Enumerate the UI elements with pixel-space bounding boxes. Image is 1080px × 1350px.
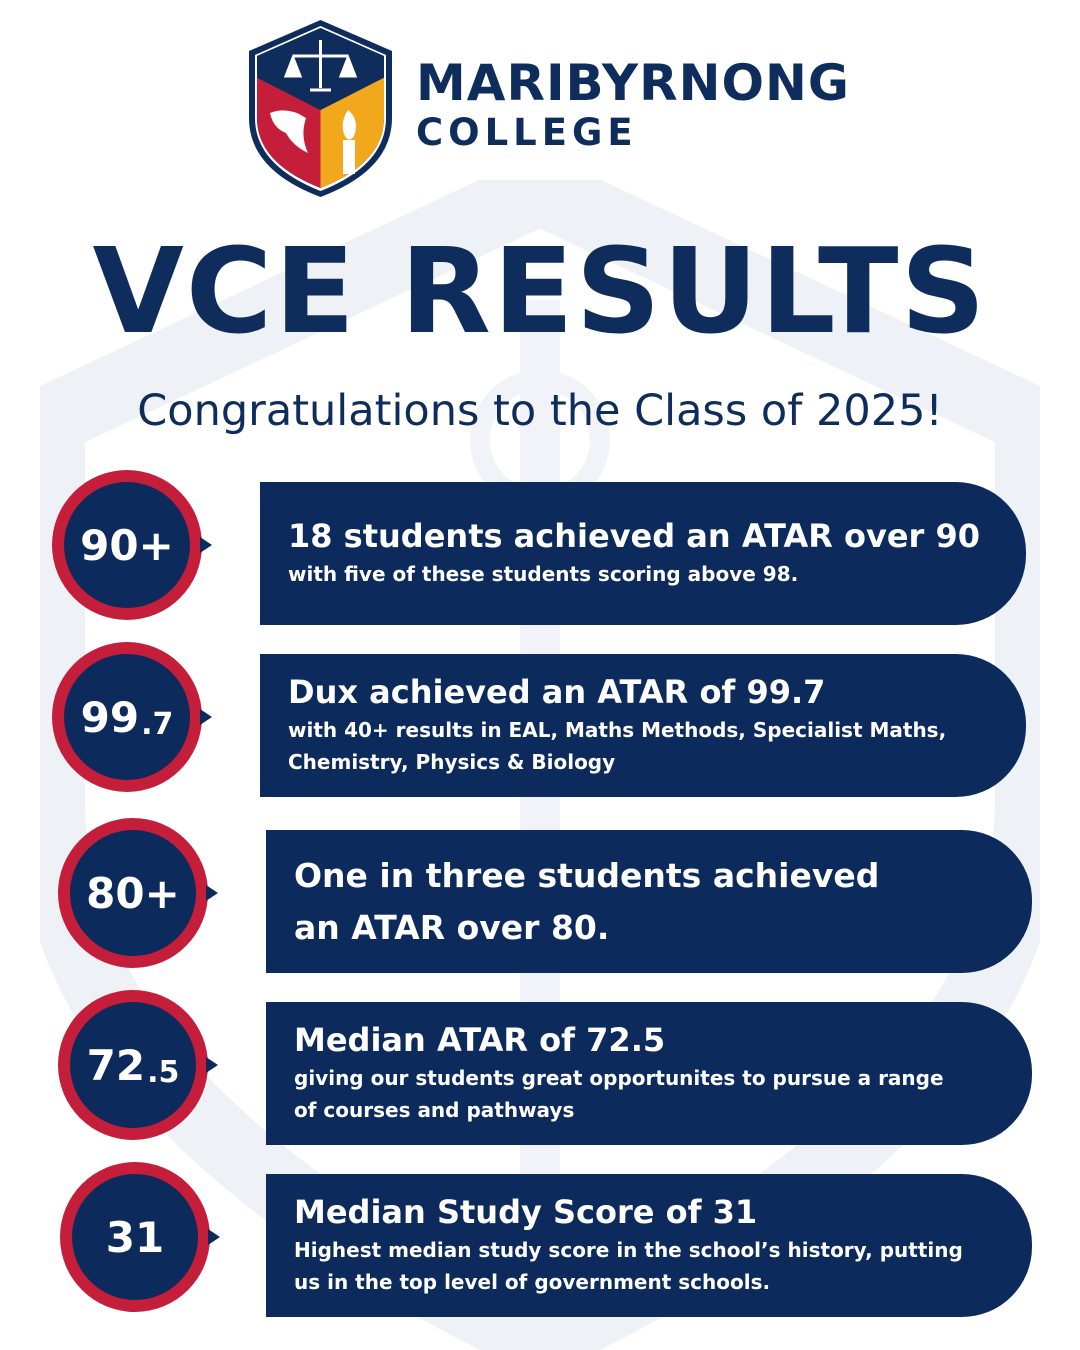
- college-logo: [248, 18, 850, 198]
- highlight-title: Median Study Score of 31: [294, 1193, 758, 1232]
- badge-value: 80+: [86, 868, 180, 918]
- highlight-detail: Highest median study score in the school’s history, putting us in the top level of government schools.: [294, 1237, 963, 1294]
- college-name-line2: COLLEGE: [416, 111, 638, 154]
- highlight-card-dux: [260, 654, 1026, 797]
- badge-value: 31: [105, 1212, 165, 1262]
- badge-pointer: [206, 885, 218, 901]
- page-subtitle: Congratulations to the Class of 2025!: [137, 386, 943, 436]
- highlight-detail: giving our students great opportunites to pursue a range of courses and pathways: [294, 1065, 944, 1122]
- highlight-title: One in three students achieved an ATAR over 80.: [294, 856, 880, 947]
- highlight-card-atar-80: [266, 830, 1032, 973]
- badge-value: 90+: [80, 520, 174, 570]
- highlight-card-median-atar: [266, 1002, 1032, 1145]
- badge-pointer: [200, 537, 212, 553]
- badge-median-atar: [58, 990, 208, 1140]
- college-wordmark: [416, 54, 850, 154]
- highlight-card-study-score: [266, 1174, 1032, 1317]
- badge-value: 99: [80, 692, 140, 742]
- badge-pointer: [200, 709, 212, 725]
- badge-dux: [52, 642, 202, 792]
- badge-value-decimal: .5: [147, 1054, 180, 1090]
- page-title: VCE RESULTS: [92, 222, 988, 360]
- highlight-title: Dux achieved an ATAR of 99.7: [288, 673, 826, 712]
- badge-atar-80: [58, 818, 208, 968]
- highlight-title: 18 students achieved an ATAR over 90: [288, 517, 980, 556]
- badge-value-decimal: .7: [141, 706, 174, 742]
- highlight-card-atar-90: [260, 482, 1026, 625]
- badge-atar-90: [52, 470, 202, 620]
- badge-study-score: [60, 1162, 210, 1312]
- badge-pointer: [208, 1229, 220, 1245]
- highlight-title: Median ATAR of 72.5: [294, 1021, 666, 1060]
- badge-pointer: [206, 1057, 218, 1073]
- college-crest-icon: [248, 18, 393, 198]
- college-name-line1: MARIBYRNONG: [416, 54, 850, 112]
- highlight-detail: with 40+ results in EAL, Maths Methods, Specialist Maths, Chemistry, Physics & Biology: [288, 717, 947, 774]
- highlight-detail: with five of these students scoring above 98.: [288, 561, 799, 586]
- badge-value: 72: [86, 1040, 146, 1090]
